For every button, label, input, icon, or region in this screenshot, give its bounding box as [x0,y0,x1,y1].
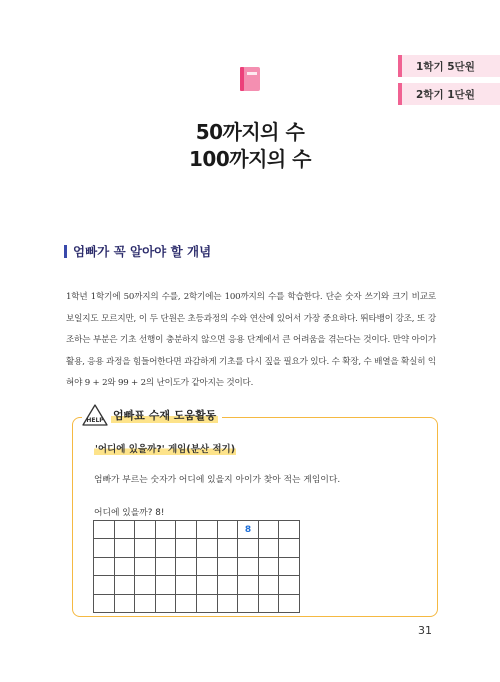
grid-row [94,594,300,612]
grid-cell[interactable] [196,594,217,612]
grid-row [94,539,300,557]
grid-cell[interactable] [196,557,217,575]
grid-cell[interactable] [94,539,115,557]
grid-cell[interactable] [279,576,300,594]
grid-cell[interactable] [238,539,259,557]
grid-cell[interactable] [176,557,197,575]
grid-cell[interactable] [94,594,115,612]
grid-cell[interactable] [135,576,156,594]
game-title: '어디에 있을까?' 게임(분산 적기) [94,441,236,455]
activity-header [82,404,222,426]
grid-cell[interactable] [258,576,279,594]
grid-cell[interactable] [279,539,300,557]
grid-row [94,521,300,539]
grid-row [94,557,300,575]
section-heading [64,242,211,260]
grid-row [94,576,300,594]
grid-cell[interactable] [135,557,156,575]
page-title-line2: 100까지의 수 [189,147,311,171]
grid-cell[interactable] [196,576,217,594]
grid-cell[interactable] [114,594,135,612]
grid-cell[interactable] [176,539,197,557]
help-icon [82,404,108,426]
grid-cell[interactable] [114,557,135,575]
game-description: 엄빠가 부르는 숫자가 어디에 있을지 아이가 찾아 적는 게임이다. [94,475,341,485]
grid-cell[interactable] [217,539,238,557]
number-grid [93,520,300,613]
grid-cell[interactable] [176,521,197,539]
section-heading-text: 엄빠가 꼭 알아야 할 개념 [73,244,212,259]
unit-tab-semester2: 2학기 1단원 [398,83,500,105]
grid-cell[interactable] [135,539,156,557]
grid-cell[interactable] [155,576,176,594]
activity-title: 엄빠표 수재 도움활동 [113,409,217,422]
section-bar [64,245,67,258]
grid-cell[interactable] [217,521,238,539]
grid-cell[interactable] [279,594,300,612]
grid-cell[interactable] [176,594,197,612]
grid-cell[interactable] [217,576,238,594]
grid-cell[interactable] [94,521,115,539]
grid-cell[interactable] [155,521,176,539]
help-icon-label: HELP [86,417,104,424]
page-title-line1: 50까지의 수 [195,120,305,144]
grid-cell[interactable] [196,521,217,539]
grid-cell[interactable] [135,521,156,539]
grid-cell[interactable] [258,539,279,557]
grid-cell[interactable] [217,594,238,612]
grid-cell[interactable]: 8 [238,521,259,539]
game-example: 어디에 있을까? 8! [94,508,165,518]
grid-cell[interactable] [176,576,197,594]
grid-cell[interactable] [238,594,259,612]
grid-cell[interactable] [155,539,176,557]
grid-cell[interactable] [279,557,300,575]
page-number: 31 [418,624,432,637]
grid-cell[interactable] [135,594,156,612]
grid-cell[interactable] [114,521,135,539]
grid-cell[interactable] [217,557,238,575]
concept-paragraph: 1학년 1학기에 50까지의 수를, 2학기에는 100까지의 수를 학습한다. 단순 숫자 쓰기와 크기 비교로 보일지도 모르지만, 이 두 단원은 초등과정의 수와 연산에 있어서 가장 중요하다. 뛰타뱅이 강조, 또 강조하는 부분은 기초 선행이 충분하지 않으면 응용 단계에서 큰 어려움을 겪는다는 것이다. 만약 아이가 활용, 응용 과정을 힘들어한다면 과감하게 기초를 다시 짚을 필요가 있다. 수 확장, 수 배열을 확실히 익혀야 9 + 2와 99 + 2의 난이도가 같아지는 것이다. [66,292,436,388]
grid-cell[interactable] [258,521,279,539]
grid-cell[interactable] [155,557,176,575]
grid-cell[interactable] [258,594,279,612]
grid-cell[interactable] [196,539,217,557]
grid-cell[interactable] [238,557,259,575]
grid-cell[interactable] [155,594,176,612]
unit-tab-semester1: 1학기 5단원 [398,55,500,77]
grid-cell[interactable] [114,539,135,557]
grid-cell[interactable] [94,557,115,575]
book-icon [238,66,262,92]
grid-cell[interactable] [94,576,115,594]
grid-cell[interactable] [258,557,279,575]
grid-cell[interactable] [114,576,135,594]
grid-cell[interactable] [238,576,259,594]
grid-cell[interactable] [279,521,300,539]
